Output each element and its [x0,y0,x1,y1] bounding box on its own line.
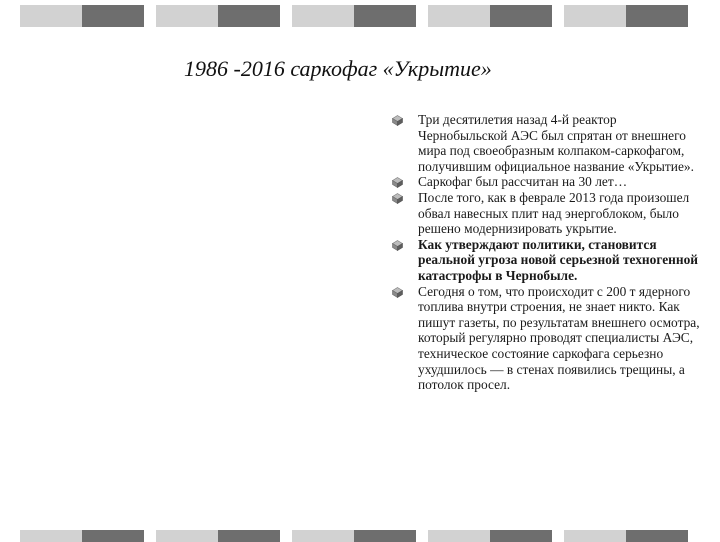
bullet-item [392,112,702,174]
band-segment [428,530,490,542]
bullet-text: Сегодня о том, что происходит с 200 т ядерного топлива внутри строения, не знает никто. Как пишут газеты, по результатам внешнего осмотра, который регулярно проводят специалисты АЭС, техническое состояние саркофага серьезно ухудшилось — в стенах появились трещины, а потолок просел. [418,283,700,393]
bullet-icon [392,193,403,204]
band-segment [292,530,354,542]
bullet-item [392,237,702,284]
band-segment [626,5,688,27]
band-segment [82,530,144,542]
band-segment [218,530,280,542]
band-segment [490,530,552,542]
band-segment [428,5,490,27]
band-segment [292,5,354,27]
bullet-text: После того, как в феврале 2013 года произошел обвал навесных плит над энергоблоком, было решено модернизировать укрытие. [418,189,690,237]
bullet-item [392,190,702,237]
band-segment [564,5,626,27]
band-segment [20,5,82,27]
bullet-icon [392,240,403,251]
band-segment [354,530,416,542]
band-segment [626,530,688,542]
bullet-list [392,112,702,393]
bullet-item [392,284,702,393]
bottom-decorative-band [0,530,720,542]
bullet-item [392,174,702,190]
band-segment [490,5,552,27]
bullet-text: Саркофаг был рассчитан на 30 лет… [418,174,628,190]
slide-title: 1986 -2016 саркофаг «Укрытие» [184,56,492,81]
band-segment [564,530,626,542]
band-segment [354,5,416,27]
bullet-text: Как утверждают политики, становится реальной угроза новой серьезной техногенной катастрофы в Чернобыле. [418,236,699,283]
band-segment [20,530,82,542]
band-segment [156,5,218,27]
band-segment [82,5,144,27]
bullet-icon [392,177,403,188]
bullet-text: Три десятилетия назад 4-й реактор Чернобыльской АЭС был спрятан от внешнего мира под своеобразным колпаком-саркофагом, получившим официальное название «Укрытие». [418,112,694,174]
bullet-icon [392,287,403,298]
bullet-icon [392,115,403,126]
band-segment [218,5,280,27]
top-decorative-band [0,5,720,27]
band-segment [156,530,218,542]
